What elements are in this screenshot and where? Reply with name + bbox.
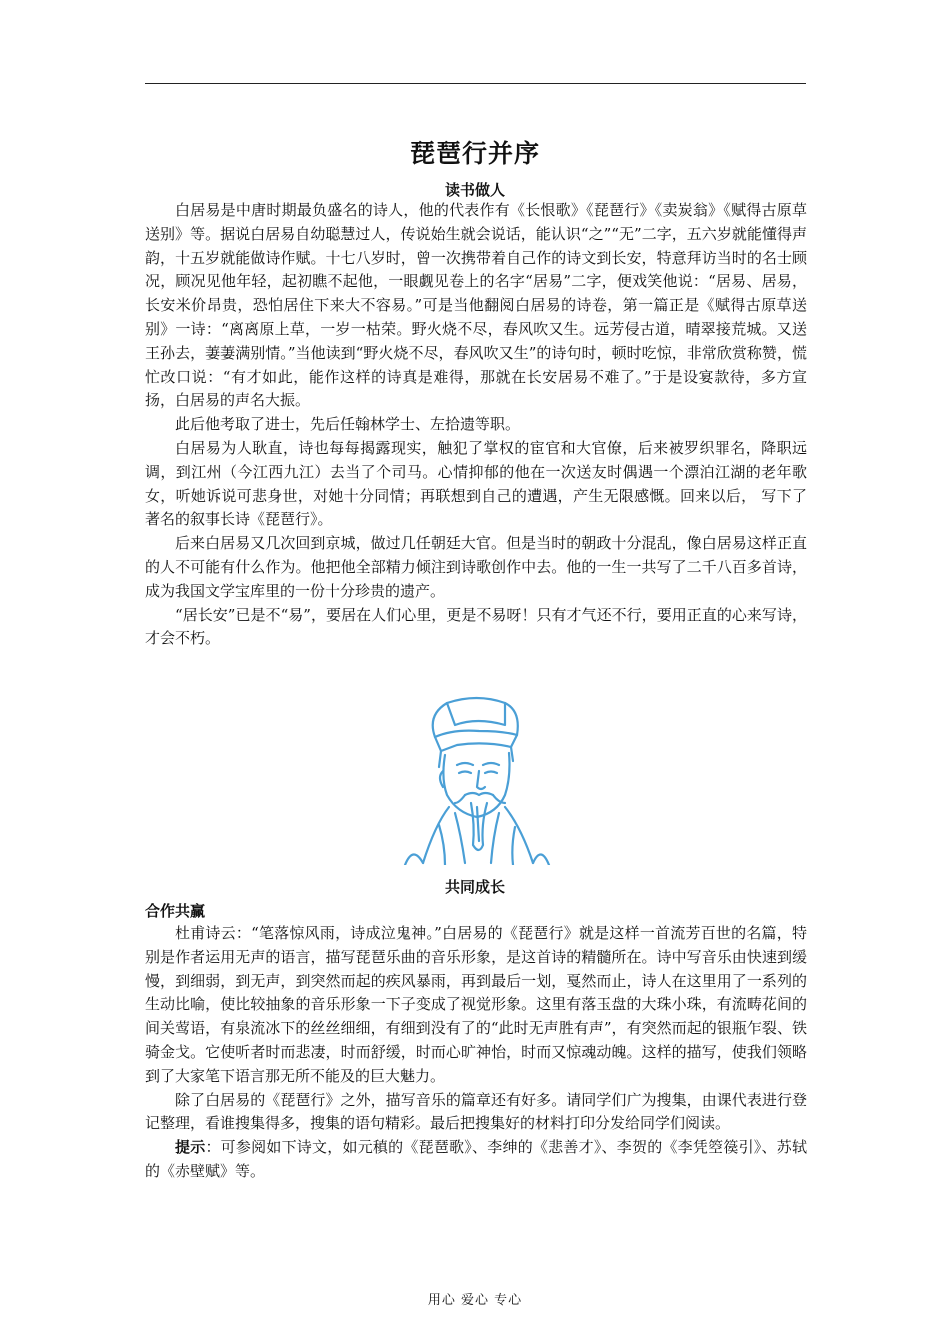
paragraph: “居长安”已是不“易”，要居在人们心里，更是不易呀！只有才气还不行，要用正直的心来写诗，才会不朽。 — [145, 605, 807, 648]
subsection-heading-cooperation: 合作共赢 — [145, 902, 206, 920]
paragraph: 除了白居易的《琵琶行》之外，描写音乐的篇章还有好多。请同学们广为搜集，由课代表进行登记整理，看谁搜集得多，搜集的语句精彩。最后把搜集好的材料打印分发给同学们阅读。 — [145, 1090, 807, 1133]
paragraph: 后来白居易又几次回到京城，做过几任朝廷大官。但是当时的朝政十分混乱，像白居易这样正直的人不可能有什么作为。他把他全部精力倾注到诗歌创作中去。他的一生一共写了二千八百多首诗，成为我国文学宝库里的一份十分珍贵的遗产。 — [145, 534, 807, 600]
header-rule — [145, 83, 806, 84]
hint-paragraph — [145, 1136, 807, 1184]
paragraph: 白居易是中唐时期最负盛名的诗人，他的代表作有《长恨歌》《琵琶行》《卖炭翁》《赋得古原草送别》等。据说白居易自幼聪慧过人，传说始生就会说话，能认识“之”“无”二字，五六岁就能懂得声韵，十五岁就能做诗作赋。十七八岁时，曾一次携带着自己作的诗文到长安，特意拜访当时的名士顾况，顾况见他年轻，起初瞧不起他，一眼觑见卷上的名字“居易”二字，便戏笑他说：“居易、居易，长安米价昂贵，恐怕居住下来大不容易。”可是当他翻阅白居易的诗卷，第一篇正是《赋得古原草送别》一诗：“离离原上草，一岁一枯荣。野火烧不尽，春风吹又生。远芳侵古道，晴翠接荒城。又送王孙去，萋萋满别情。”当他读到“野火烧不尽，春风吹又生”的诗句时，顿时吃惊，非常欣赏称赞，慌忙改口说：“有才如此，能作这样的诗真是难得，那就在长安居易不难了。”于是设宴款待，多方宣扬，白居易的声名大振。 — [145, 201, 807, 410]
section-heading-growing: 共同成长 — [444, 878, 505, 896]
section-heading-reading: 读书做人 — [444, 181, 505, 199]
paragraph: 白居易为人耿直，诗也每每揭露现实，触犯了掌权的宦官和大官僚，后来被罗织罪名，降职远调，到江州（今江西九江）去当了个司马。心情抑郁的他在一次送友时偶遇一个漂泊江湖的老年歌女，听她诉说可悲身世，对她十分同情；再联想到自己的遭遇，产生无限感慨。回来以后， 写下了著名的叙事长诗《琵琶行》。 — [145, 438, 807, 529]
section-body-cooperation — [145, 922, 807, 1184]
page-footer: 用心 爱心 专心 — [427, 1293, 523, 1308]
page-title: 琵琶行并序 — [409, 139, 540, 168]
section-body-reading — [145, 199, 807, 651]
paragraph: 杜甫诗云：“笔落惊风雨，诗成泣鬼神。”白居易的《琵琶行》就是这样一首流芳百世的名篇，特别是作者运用无声的语言，描写琵琶乐曲的音乐形象，是这首诗的精髓所在。诗中写音乐由快速到缓慢，到细弱，到无声，到突然而起的疾风暴雨，再到最后一划，戛然而止，诗人在这里用了一系列的生动比喻，使比较抽象的音乐形象一下子变成了视觉形象。这里有落玉盘的大珠小珠，有流畴花间的间关莺语，有泉流冰下的丝丝细细，有细到没有了的“此时无声胜有声”，有突然而起的银瓶乍裂、铁骑金戈。它使听者时而悲凄，时而舒缓，时而心旷神怡，时而又惊魂动魄。这样的描写，使我们领略到了大家笔下语言那无所不能及的巨大魅力。 — [145, 924, 807, 1085]
paragraph: 此后他考取了进士，先后任翰林学士、左拾遗等职。 — [175, 415, 521, 434]
hint-text: ：可参阅如下诗文，如元稹的《琵琶歌》、李绅的《悲善才》、李贺的《李凭箜篌引》、苏轼的《赤壁赋》等。 — [145, 1138, 807, 1180]
hint-label: 提示 — [175, 1138, 206, 1157]
poet-portrait-icon — [395, 695, 555, 865]
